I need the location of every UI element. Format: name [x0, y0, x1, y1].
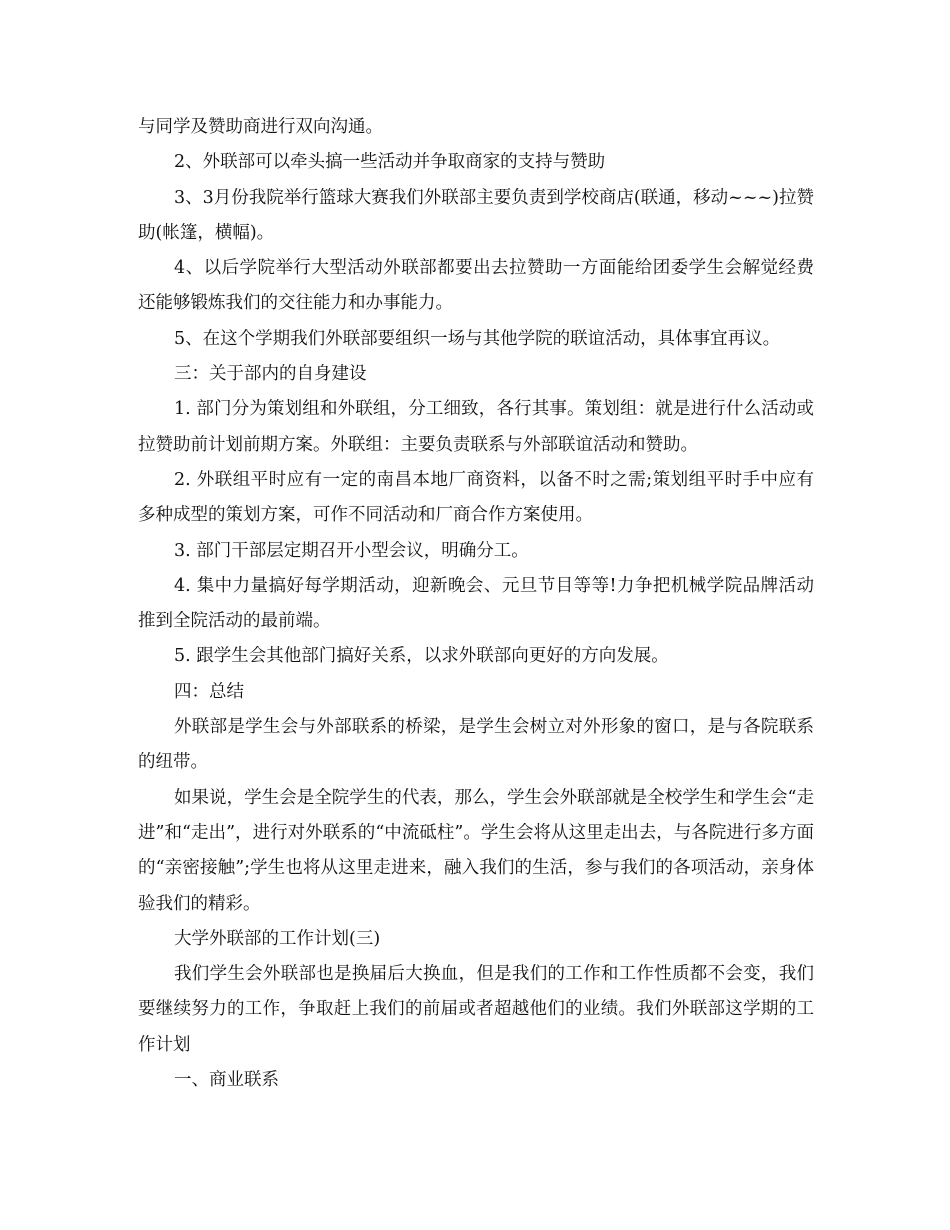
paragraph-item-5: 5、在这个学期我们外联部要组织一场与其他学院的联谊活动，具体事宜再议。: [174, 328, 781, 349]
section-heading-4: 四：总结: [174, 681, 244, 702]
paragraph-summary-1: 外联部是学生会与外部联系的桥梁，是学生会树立对外形象的窗口，是与各院联系的纽带。: [138, 717, 814, 773]
paragraph-continuation: 与同学及赞助商进行双向沟通。: [138, 117, 383, 137]
paragraph-intro: 我们学生会外联部也是换届后大换血，但是我们的工作和工作性质都不会变，我们要继续努力的工作，争取赶上我们的前届或者超越他们的业绩。我们外联部这学期的工作计划: [138, 964, 814, 1055]
paragraph-build-5: 5. 跟学生会其他部门搞好关系，以求外联部向更好的方向发展。: [174, 646, 669, 667]
document-subtitle: 大学外联部的工作计划(三): [174, 928, 381, 949]
paragraph-build-2: 2. 外联组平时应有一定的南昌本地厂商资料，以备不时之需;策划组平时手中应有多种成型的策划方案，可作不同活动和厂商合作方案使用。: [138, 469, 814, 526]
section-heading-3: 三：关于部内的自身建设: [174, 364, 367, 385]
paragraph-item-4: 4、以后学院举行大型活动外联部都要出去拉赞助一方面能给团委学生会解觉经费还能够锻炼我们的交往能力和办事能力。: [138, 258, 814, 314]
paragraph-item-2: 2、外联部可以牵头搞一些活动并争取商家的支持与赞助: [174, 152, 606, 173]
paragraph-build-4: 4. 集中力量搞好每学期活动，迎新晚会、元旦节目等等!力争把机械学院品牌活动推到全院活动的最前端。: [138, 575, 814, 632]
paragraph-build-1: 1. 部门分为策划组和外联组，分工细致，各行其事。策划组：就是进行什么活动或拉赞助前计划前期方案。外联组：主要负责联系与外部联谊活动和赞助。: [138, 399, 814, 455]
paragraph-summary-2: 如果说，学生会是全院学生的代表，那么，学生会外联部就是全校学生和学生会“走进”和“走出”，进行对外联系的“中流砥柱”。学生会将从这里走出去，与各院进行多方面的“亲密接触”;学生也将从这里走进来，融入我们的生活，参与我们的各项活动，亲身体验我们的精彩。: [138, 787, 814, 914]
paragraph-item-3: 3、3月份我院举行篮球大赛我们外联部主要负责到学校商店(联通，移动~~~)拉赞助(帐篷，横幅)。: [138, 187, 814, 243]
document-body: [138, 110, 814, 1098]
section-heading-1: 一、商业联系: [174, 1070, 279, 1091]
paragraph-build-3: 3. 部门干部层定期召开小型会议，明确分工。: [174, 540, 529, 561]
